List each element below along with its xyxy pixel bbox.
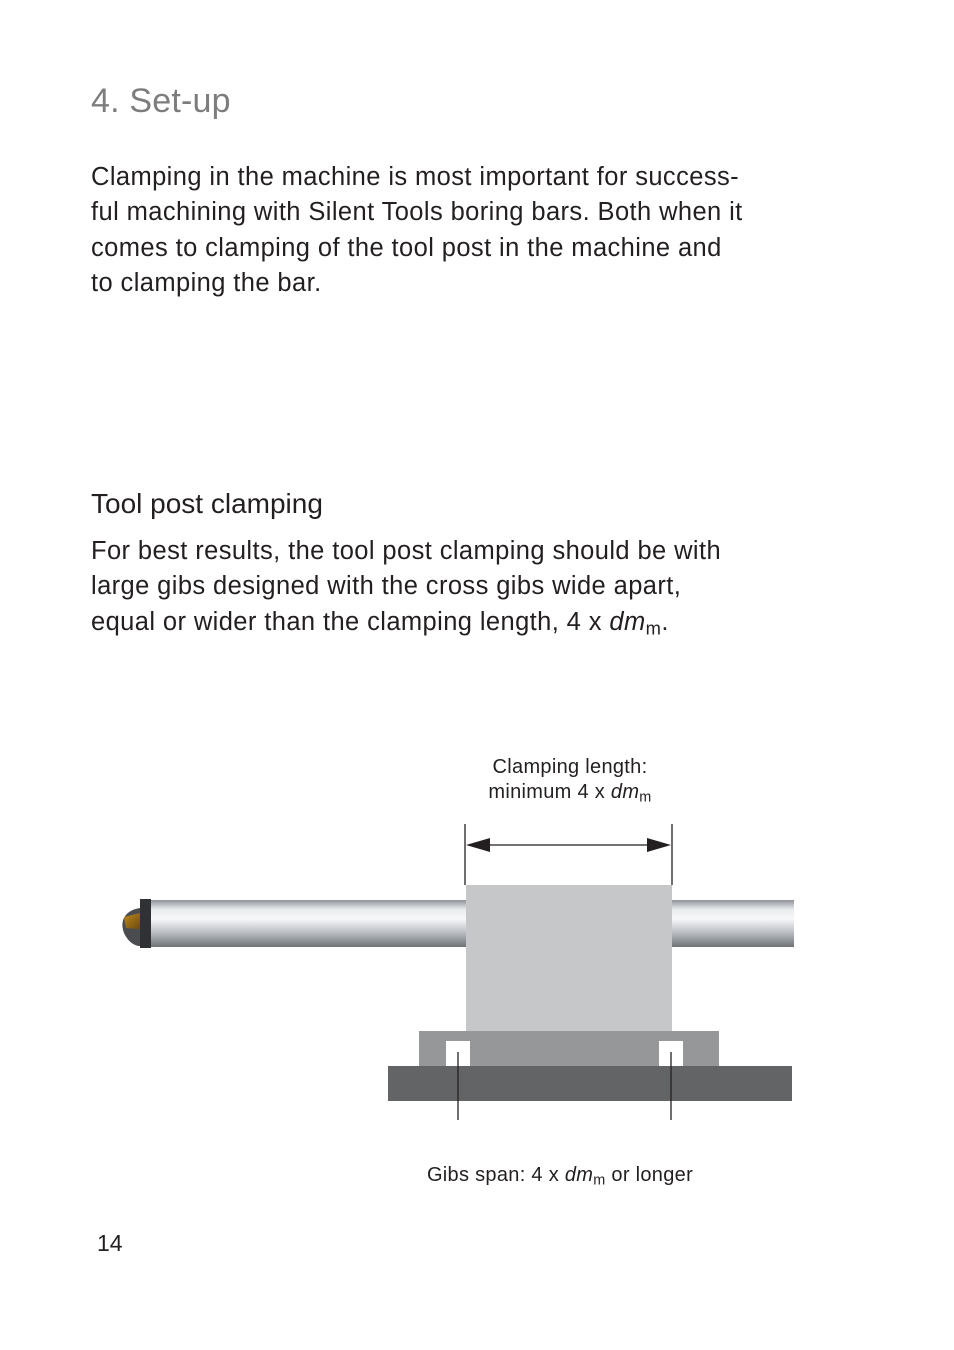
intro-line: comes to clamping of the tool post in the machine and bbox=[91, 233, 722, 262]
intro-line: ful machining with Silent Tools boring bars. Both when it bbox=[91, 198, 743, 227]
subheading-tool-post-clamping: Tool post clamping bbox=[91, 488, 323, 519]
tool-post-block bbox=[466, 885, 672, 1032]
dm-subscript: m bbox=[645, 617, 662, 639]
dm-variable: dm bbox=[609, 607, 646, 636]
gib-plate bbox=[419, 1031, 719, 1068]
page-number: 14 bbox=[97, 1230, 123, 1256]
gibs-caption-prefix: Gibs span: 4 x bbox=[426, 1164, 565, 1186]
section-title: 4. Set-up bbox=[91, 82, 231, 120]
clamping-length-caption bbox=[420, 755, 720, 811]
body-line-last bbox=[91, 605, 851, 646]
dm-subscript: m bbox=[639, 789, 652, 806]
body-line: large gibs designed with the cross gibs wide apart, bbox=[91, 572, 682, 601]
gibs-span-caption bbox=[360, 1163, 760, 1194]
dm-subscript: m bbox=[593, 1172, 606, 1189]
clamping-caption-line2 bbox=[420, 780, 720, 811]
dm-variable: dm bbox=[564, 1164, 594, 1186]
body-text-prefix: equal or wider than the clamping length, 4 x bbox=[91, 607, 610, 636]
body-text-suffix: . bbox=[661, 607, 669, 636]
intro-line: to clamping the bar. bbox=[91, 268, 322, 297]
clamping-caption-prefix: minimum 4 x bbox=[488, 781, 611, 803]
machine-base bbox=[388, 1066, 792, 1101]
clamping-length-dimension bbox=[465, 824, 672, 885]
clamping-caption-line1: Clamping length: bbox=[492, 756, 648, 778]
body-line: For best results, the tool post clamping should be with bbox=[91, 537, 722, 565]
boring-bar bbox=[122, 899, 794, 948]
tool-post-paragraph bbox=[91, 534, 851, 645]
gibs-caption-suffix: or longer bbox=[605, 1164, 694, 1186]
intro-line: Clamping in the machine is most important for success- bbox=[91, 163, 740, 191]
dm-variable: dm bbox=[610, 781, 640, 803]
intro-paragraph bbox=[91, 160, 851, 301]
